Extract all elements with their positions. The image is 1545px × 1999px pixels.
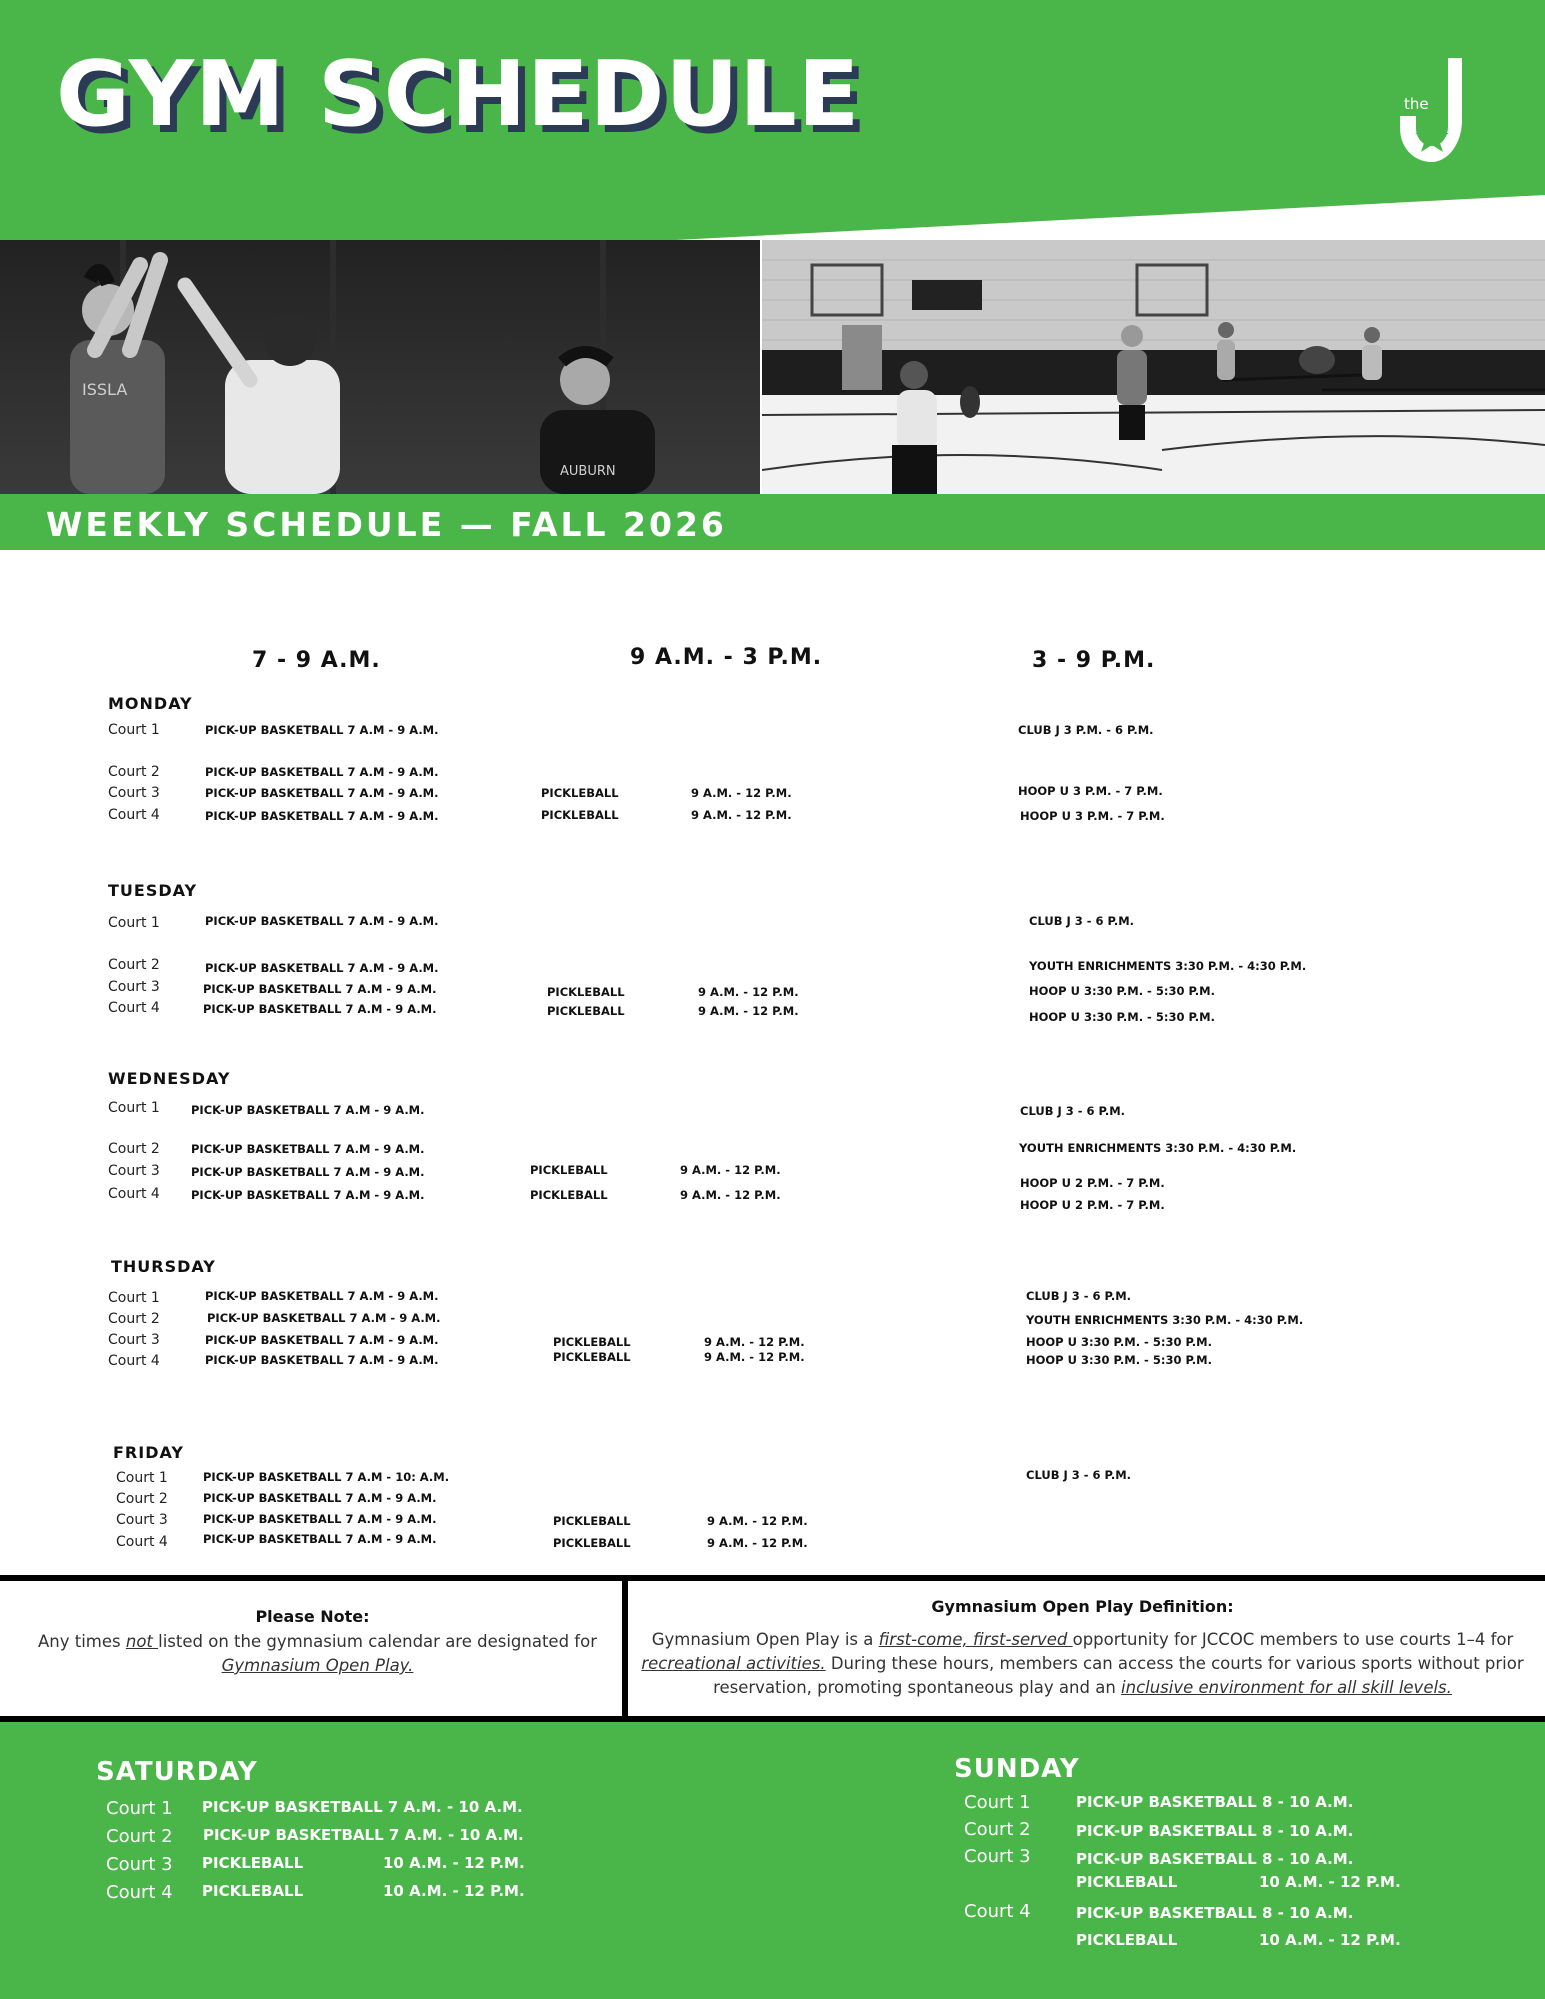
activity-midday: PICKLEBALL xyxy=(553,1514,631,1528)
please-note-title: Please Note: xyxy=(255,1607,370,1626)
activity-evening: CLUB J 3 - 6 P.M. xyxy=(1020,1104,1126,1118)
activity-morning: PICK-UP BASKETBALL 7 A.M - 9 A.M. xyxy=(205,961,439,975)
court-label: Court 3 xyxy=(964,1846,1031,1867)
court-label: Court 2 xyxy=(116,1491,168,1507)
activity-morning: PICK-UP BASKETBALL 7 A.M - 9 A.M. xyxy=(203,1512,437,1526)
activity-evening: HOOP U 3:30 P.M. - 5:30 P.M. xyxy=(1026,1353,1212,1367)
column-header-morning: 7 - 9 A.M. xyxy=(252,648,381,673)
svg-text:AUBURN: AUBURN xyxy=(560,464,616,479)
day-title: SUNDAY xyxy=(954,1754,1080,1784)
court-label: Court 3 xyxy=(108,785,160,801)
activity-morning: PICK-UP BASKETBALL 7 A.M - 9 A.M. xyxy=(205,1333,439,1347)
logo-the-text: the xyxy=(1404,95,1429,113)
day-title: THURSDAY xyxy=(111,1257,216,1276)
activity-midday-time: 9 A.M. - 12 P.M. xyxy=(704,1335,805,1349)
activity-morning: PICK-UP BASKETBALL 7 A.M - 9 A.M. xyxy=(205,1289,439,1303)
court-label: Court 3 xyxy=(106,1854,173,1875)
divider-vertical xyxy=(622,1581,628,1720)
activity-morning: PICK-UP BASKETBALL 7 A.M - 9 A.M. xyxy=(203,1532,437,1546)
day-title: MONDAY xyxy=(108,694,193,713)
weekend-activity: PICK-UP BASKETBALL xyxy=(1076,1793,1257,1811)
weekend-activity-time: 10 A.M. - 12 P.M. xyxy=(1259,1873,1401,1891)
court-label: Court 2 xyxy=(108,764,160,780)
activity-morning: PICK-UP BASKETBALL 7 A.M - 9 A.M. xyxy=(203,1491,437,1505)
court-label: Court 1 xyxy=(108,915,160,931)
definition-title: Gymnasium Open Play Definition: xyxy=(931,1597,1234,1616)
activity-midday: PICKLEBALL xyxy=(547,1004,625,1018)
activity-midday-time: 9 A.M. - 12 P.M. xyxy=(680,1163,781,1177)
weekend-activity: PICKLEBALL xyxy=(202,1854,304,1872)
activity-evening: HOOP U 2 P.M. - 7 P.M. xyxy=(1020,1176,1165,1190)
note-open-play-link[interactable]: Gymnasium Open Play. xyxy=(221,1656,414,1675)
activity-midday: PICKLEBALL xyxy=(553,1536,631,1550)
activity-morning: PICK-UP BASKETBALL 7 A.M - 10: A.M. xyxy=(203,1470,450,1484)
court-label: Court 3 xyxy=(116,1512,168,1528)
activity-midday: PICKLEBALL xyxy=(541,786,619,800)
day-title: TUESDAY xyxy=(108,881,198,900)
activity-evening: HOOP U 3:30 P.M. - 5:30 P.M. xyxy=(1029,984,1215,998)
header xyxy=(0,0,1545,560)
note-text-part: Any times xyxy=(37,1632,126,1651)
activity-evening: YOUTH ENRICHMENTS 3:30 P.M. - 4:30 P.M. xyxy=(1019,1141,1297,1155)
activity-midday: PICKLEBALL xyxy=(553,1350,631,1364)
day-title: FRIDAY xyxy=(113,1443,184,1462)
activity-evening: HOOP U 3 P.M. - 7 P.M. xyxy=(1020,809,1165,823)
activity-morning: PICK-UP BASKETBALL 7 A.M - 9 A.M. xyxy=(191,1188,425,1202)
activity-morning: PICK-UP BASKETBALL 7 A.M - 9 A.M. xyxy=(203,1002,437,1016)
weekend-activity: PICK-UP BASKETBALL xyxy=(1076,1904,1257,1922)
court-label: Court 3 xyxy=(108,1332,160,1348)
activity-midday: PICKLEBALL xyxy=(530,1188,608,1202)
activity-morning: PICK-UP BASKETBALL 7 A.M - 9 A.M. xyxy=(191,1165,425,1179)
photo-gym-court xyxy=(762,240,1545,494)
court-label: Court 1 xyxy=(108,1290,160,1306)
court-label: Court 3 xyxy=(108,1163,160,1179)
definition-text-part: During these hours, members can access the courts for various sports without prior reservation, promoting spontaneous play and an xyxy=(713,1654,1524,1697)
court-label: Court 4 xyxy=(108,1186,160,1202)
activity-evening: YOUTH ENRICHMENTS 3:30 P.M. - 4:30 P.M. xyxy=(1026,1313,1304,1327)
note-text-part: listed on the gymnasium calendar are designated for xyxy=(158,1632,597,1651)
court-label: Court 1 xyxy=(108,722,160,738)
activity-morning: PICK-UP BASKETBALL 7 A.M - 9 A.M. xyxy=(205,786,439,800)
weekend-activity: PICKLEBALL xyxy=(1076,1931,1178,1949)
activity-midday-time: 9 A.M. - 12 P.M. xyxy=(691,786,792,800)
day-title: WEDNESDAY xyxy=(108,1069,231,1088)
activity-morning: PICK-UP BASKETBALL 7 A.M - 9 A.M. xyxy=(205,914,439,928)
court-label: Court 1 xyxy=(964,1792,1031,1813)
activity-midday-time: 9 A.M. - 12 P.M. xyxy=(704,1350,805,1364)
court-label: Court 2 xyxy=(108,1311,160,1327)
weekend-activity-time: 10 A.M. - 12 P.M. xyxy=(383,1882,525,1900)
court-label: Court 4 xyxy=(108,1353,160,1369)
activity-midday: PICKLEBALL xyxy=(530,1163,608,1177)
court-label: Court 1 xyxy=(106,1798,173,1819)
activity-evening: HOOP U 3 P.M. - 7 P.M. xyxy=(1018,784,1163,798)
activity-morning: PICK-UP BASKETBALL 7 A.M - 9 A.M. xyxy=(205,765,439,779)
definition-text-part: opportunity for JCCOC members to use courts 1–4 for xyxy=(1072,1630,1514,1649)
activity-evening: HOOP U 3:30 P.M. - 5:30 P.M. xyxy=(1029,1010,1215,1024)
weekend-activity: PICK-UP BASKETBALL 7 A.M. - 10 A.M. xyxy=(203,1826,524,1844)
note-emphasis-not: not xyxy=(125,1632,159,1651)
weekend-activity-time: 8 - 10 A.M. xyxy=(1262,1822,1354,1840)
activity-evening: YOUTH ENRICHMENTS 3:30 P.M. - 4:30 P.M. xyxy=(1029,959,1307,973)
activity-evening: HOOP U 3:30 P.M. - 5:30 P.M. xyxy=(1026,1335,1212,1349)
activity-midday-time: 9 A.M. - 12 P.M. xyxy=(680,1188,781,1202)
definition-text-part: Gymnasium Open Play is a xyxy=(651,1630,879,1649)
activity-evening: HOOP U 2 P.M. - 7 P.M. xyxy=(1020,1198,1165,1212)
definition-emphasis: recreational activities. xyxy=(641,1654,826,1673)
definition-emphasis: first-come, first-served xyxy=(878,1630,1073,1649)
court-label: Court 2 xyxy=(108,1141,160,1157)
activity-evening: CLUB J 3 P.M. - 6 P.M. xyxy=(1018,723,1154,737)
activity-evening: CLUB J 3 - 6 P.M. xyxy=(1026,1468,1132,1482)
definition-text xyxy=(640,1628,1525,1700)
weekend-activity: PICKLEBALL xyxy=(202,1882,304,1900)
court-label: Court 4 xyxy=(116,1534,168,1550)
court-label: Court 3 xyxy=(108,979,160,995)
column-header-evening: 3 - 9 P.M. xyxy=(1032,648,1156,673)
court-label: Court 2 xyxy=(108,957,160,973)
activity-morning: PICK-UP BASKETBALL 7 A.M - 9 A.M. xyxy=(203,982,437,996)
svg-text:ISSLA: ISSLA xyxy=(82,380,128,399)
activity-morning: PICK-UP BASKETBALL 7 A.M - 9 A.M. xyxy=(207,1311,441,1325)
activity-midday-time: 9 A.M. - 12 P.M. xyxy=(707,1536,808,1550)
weekend-activity: PICK-UP BASKETBALL xyxy=(1076,1822,1257,1840)
activity-morning: PICK-UP BASKETBALL 7 A.M - 9 A.M. xyxy=(191,1142,425,1156)
weekend-activity: PICKLEBALL xyxy=(1076,1873,1178,1891)
weekend-activity: PICK-UP BASKETBALL xyxy=(1076,1850,1257,1868)
court-label: Court 4 xyxy=(108,807,160,823)
activity-midday: PICKLEBALL xyxy=(553,1335,631,1349)
activity-evening: CLUB J 3 - 6 P.M. xyxy=(1026,1289,1132,1303)
activity-midday-time: 9 A.M. - 12 P.M. xyxy=(698,1004,799,1018)
activity-evening: CLUB J 3 - 6 P.M. xyxy=(1029,914,1135,928)
page-title: GYM SCHEDULE xyxy=(56,42,861,147)
activity-midday-time: 9 A.M. - 12 P.M. xyxy=(698,985,799,999)
activity-morning: PICK-UP BASKETBALL 7 A.M - 9 A.M. xyxy=(205,723,439,737)
activity-morning: PICK-UP BASKETBALL 7 A.M - 9 A.M. xyxy=(205,809,439,823)
activity-midday: PICKLEBALL xyxy=(547,985,625,999)
court-label: Court 1 xyxy=(108,1100,160,1116)
court-label: Court 2 xyxy=(964,1819,1031,1840)
definition-emphasis: inclusive environment for all skill levels. xyxy=(1121,1678,1452,1697)
court-label: Court 4 xyxy=(106,1882,173,1903)
photo-basketball-players xyxy=(0,240,760,494)
subtitle: WEEKLY SCHEDULE — FALL 2026 xyxy=(46,505,727,544)
activity-midday-time: 9 A.M. - 12 P.M. xyxy=(707,1514,808,1528)
please-note-text xyxy=(30,1630,605,1678)
activity-midday: PICKLEBALL xyxy=(541,808,619,822)
divider-top xyxy=(0,1575,1545,1581)
court-label: Court 1 xyxy=(116,1470,168,1486)
activity-midday-time: 9 A.M. - 12 P.M. xyxy=(691,808,792,822)
court-label: Court 2 xyxy=(106,1826,173,1847)
activity-morning: PICK-UP BASKETBALL 7 A.M - 9 A.M. xyxy=(191,1103,425,1117)
court-label: Court 4 xyxy=(964,1901,1031,1922)
weekend-activity-time: 8 - 10 A.M. xyxy=(1262,1904,1354,1922)
day-title: SATURDAY xyxy=(96,1757,258,1787)
court-label: Court 4 xyxy=(108,1000,160,1016)
weekend-activity: PICK-UP BASKETBALL 7 A.M. - 10 A.M. xyxy=(202,1798,523,1816)
column-header-midday: 9 A.M. - 3 P.M. xyxy=(630,645,823,670)
activity-morning: PICK-UP BASKETBALL 7 A.M - 9 A.M. xyxy=(205,1353,439,1367)
weekend-activity-time: 10 A.M. - 12 P.M. xyxy=(383,1854,525,1872)
weekend-activity-time: 8 - 10 A.M. xyxy=(1262,1793,1354,1811)
weekend-activity-time: 10 A.M. - 12 P.M. xyxy=(1259,1931,1401,1949)
weekend-activity-time: 8 - 10 A.M. xyxy=(1262,1850,1354,1868)
